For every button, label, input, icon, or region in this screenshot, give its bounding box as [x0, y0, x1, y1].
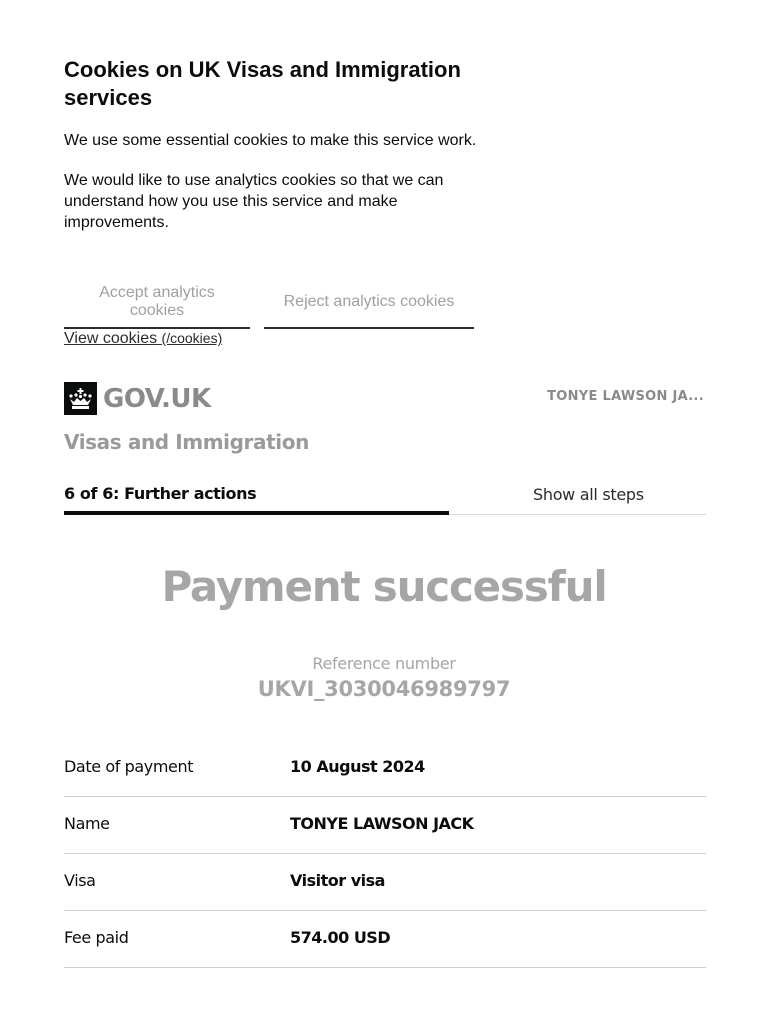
summary-value: 574.00 USD	[290, 928, 391, 947]
reference-number: UKVI_3030046989797	[257, 677, 511, 701]
cookie-banner-title: Cookies on UK Visas and Immigration services	[64, 57, 461, 110]
view-cookies-path: (/cookies)	[161, 330, 223, 346]
summary-value: TONYE LAWSON JACK	[290, 814, 474, 833]
reject-analytics-cookies-button[interactable]: Reject analytics cookies	[264, 282, 474, 329]
view-cookies-label: View cookies	[64, 330, 158, 347]
summary-row-date	[64, 740, 706, 797]
crown-icon	[64, 382, 97, 415]
summary-key: Date of payment	[64, 757, 194, 776]
accept-analytics-cookies-button[interactable]: Accept analytics cookies	[64, 282, 250, 329]
summary-row-visa	[64, 854, 706, 911]
summary-value: 10 August 2024	[290, 757, 425, 776]
view-cookies-link[interactable]	[64, 330, 222, 348]
summary-key: Fee paid	[64, 928, 129, 947]
cookie-button-group	[64, 282, 474, 329]
service-name: Visas and Immigration	[64, 430, 309, 454]
account-name-link[interactable]: TONYE LAWSON JA...	[547, 389, 704, 404]
govuk-logo-link[interactable]	[64, 382, 211, 415]
cookie-banner	[64, 56, 504, 233]
step-progress-bar	[64, 511, 449, 515]
summary-row-name	[64, 797, 706, 854]
confirmation-title: Payment successful	[161, 562, 607, 611]
govuk-logo-text: GOV.UK	[103, 383, 211, 414]
summary-key: Visa	[64, 871, 96, 890]
cookie-banner-text-essential: We use some essential cookies to make this service work.	[64, 132, 477, 149]
show-all-steps-link[interactable]: Show all steps	[533, 485, 644, 504]
payment-summary-list	[64, 740, 706, 968]
summary-key: Name	[64, 814, 110, 833]
cookie-banner-text-analytics: We would like to use analytics cookies so that we can understand how you use this service and make improvements.	[64, 172, 444, 231]
current-step-label: 6 of 6: Further actions	[64, 484, 257, 503]
summary-value: Visitor visa	[290, 871, 385, 890]
reference-number-label: Reference number	[312, 654, 456, 673]
step-indicator	[64, 484, 706, 516]
summary-row-fee	[64, 911, 706, 968]
